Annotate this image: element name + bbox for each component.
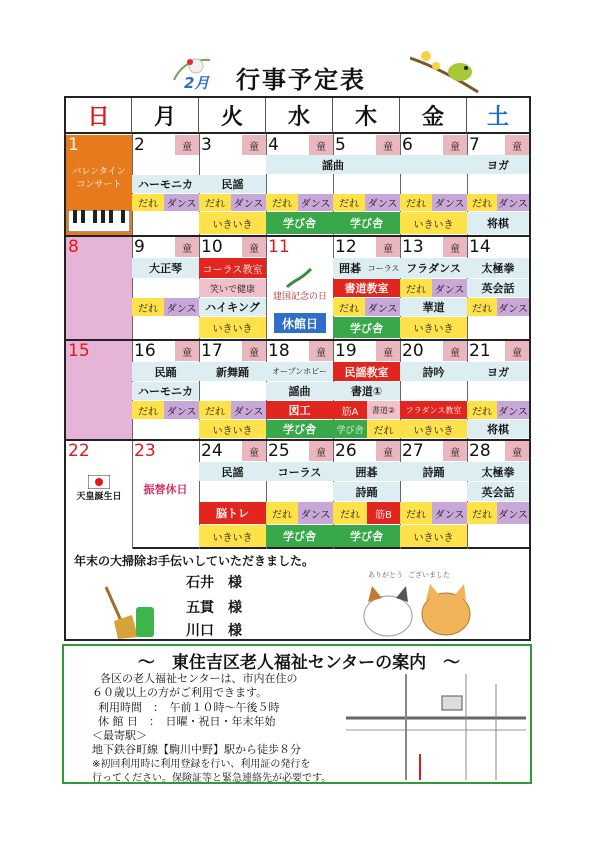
event-wk4-wed-r1: コーラス (266, 462, 333, 481)
dance-tag: ダンス (432, 502, 467, 524)
event-wk2-mon-r1: 大正琴 (132, 258, 199, 278)
dance-tag: ダンス (432, 279, 467, 297)
event-wk4-tue-r1: 民謡 (199, 462, 266, 481)
thanks-name-2: 五貫 様 (186, 600, 242, 616)
manabiya-tag: 学び舎 (333, 420, 367, 438)
dou-badge: 童 (174, 135, 199, 155)
date-25: 25 (268, 441, 290, 461)
event-wk2-fri-r3: 華道 (400, 298, 467, 316)
emperor-birthday (68, 470, 130, 506)
dance-tag: ダンス (164, 194, 199, 211)
broom-and-dustpan-icon (98, 585, 158, 641)
event-wk2-tue-r1: コーラス教室 (199, 258, 266, 278)
dance-tag: ダンス (231, 194, 266, 211)
info-hours: 利用時間 ： 午前１０時～午後５時 (98, 701, 280, 714)
date-6: 6 (402, 135, 413, 155)
event-wk1-wed-r1: 謡曲 (266, 155, 400, 174)
info-station: 地下鉄谷町線【駒川中野】駅から徒歩８分 (92, 743, 301, 756)
piano-keys-icon (68, 210, 130, 232)
date-10: 10 (201, 237, 223, 257)
info-note-1: ※初回利用時に利用登録を行い、利用証の発行を (92, 759, 311, 770)
info-line-1: 各区の老人福祉センターは、市内在住の (100, 672, 298, 685)
date-7: 7 (469, 135, 480, 155)
dou-badge: 童 (308, 441, 333, 461)
dance-tag: ダンス (497, 194, 529, 211)
event-wk3-wed-r1: オープンホビー (266, 362, 333, 381)
event-wk3-thu-r1: 民謡教室 (333, 362, 400, 381)
header-saturday: 土 (467, 98, 529, 134)
date-23: 23 (134, 441, 156, 461)
manabiya-tag: 学び舎 (266, 212, 333, 234)
japan-map-icon (285, 267, 315, 289)
event-wk2-sat-r2: 英会話 (467, 279, 529, 297)
event-wk1-sat-r1: ヨガ (467, 155, 529, 174)
dou-badge: 童 (504, 135, 529, 155)
ikiiki-tag: いきいき (199, 525, 266, 547)
date-24: 24 (201, 441, 223, 461)
date-20: 20 (402, 341, 424, 361)
event-wk3-fri-r3: フラダンス教室 (400, 401, 467, 419)
dare-tag: だれ (266, 502, 298, 524)
event-wk3-thu-r2: 書道① (333, 382, 400, 400)
header-tuesday: 火 (199, 98, 266, 134)
dare-tag: だれ (132, 194, 164, 211)
dance-tag: ダンス (432, 194, 467, 211)
date-14: 14 (469, 237, 491, 257)
dou-badge: 童 (375, 341, 400, 361)
dou-badge: 童 (375, 237, 400, 257)
dou-badge: 童 (442, 441, 467, 461)
dou-badge: 童 (442, 135, 467, 155)
date-8: 8 (68, 237, 79, 257)
info-closed-days: 休 館 日 ： 日曜・祝日・年末年始 (98, 715, 276, 728)
dare-tag: だれ (333, 194, 365, 211)
event-wk2-thu-r1a: 囲碁 (333, 258, 367, 278)
manabiya-tag: 学び舎 (266, 525, 333, 547)
event-wk3-wed-r3: 図工 (266, 401, 333, 419)
dance-tag: ダンス (231, 401, 266, 419)
event-wk1-mon-r2: ハーモニカ (132, 175, 199, 193)
date-22: 22 (68, 441, 90, 461)
event-wk3-mon-r1: 民踊 (132, 362, 199, 381)
event-wk3-sat-r4: 将棋 (467, 420, 529, 438)
event-wk2-thu-r1b: コーラス (367, 258, 400, 278)
bird-on-plum-branch-icon (410, 48, 480, 94)
ikiiki-tag: いきいき (199, 212, 266, 234)
dance-tag: ダンス (497, 502, 529, 524)
info-line-2: ６０歳以上の方がご利用できます。 (92, 686, 268, 699)
manabiya-tag: 学び舎 (333, 317, 400, 338)
dou-badge: 童 (241, 441, 266, 461)
holiday-label: 建国記念の日 (272, 291, 327, 302)
dou-badge: 童 (442, 237, 467, 257)
event-wk4-thu-r2: 詩踊 (333, 482, 400, 501)
date-27: 27 (402, 441, 424, 461)
event-wk3-wed-r2: 謡曲 (266, 382, 333, 400)
access-map-icon (346, 674, 526, 780)
date-28: 28 (469, 441, 491, 461)
thanks-line: 年末の大掃除お手伝いしていただきました。 (74, 554, 315, 568)
event-wk2-tue-r2: 笑いで健康 (199, 279, 266, 297)
dance-tag: ダンス (365, 194, 400, 211)
date-18: 18 (268, 341, 290, 361)
valentine-concert-event: バレンタイン コンサート (72, 167, 126, 190)
dou-badge: 童 (375, 135, 400, 155)
dare-tag: だれ (467, 502, 497, 524)
event-calendar (64, 96, 531, 549)
date-16: 16 (134, 341, 156, 361)
date-2: 2 (134, 135, 145, 155)
event-wk2-sat-r1: 太極拳 (467, 258, 529, 278)
ikiiki-tag: いきいき (400, 525, 467, 547)
dare-tag: だれ (400, 279, 432, 297)
dance-tag: ダンス (164, 298, 199, 316)
manabiya-tag: 学び舎 (333, 212, 400, 234)
event-wk4-sat-r2: 英会話 (467, 482, 529, 501)
dou-badge: 童 (241, 135, 266, 155)
dare-tag: だれ (132, 298, 164, 316)
header-monday: 月 (132, 98, 199, 134)
substitute-holiday: 振替休日 (143, 483, 188, 496)
date-21: 21 (469, 341, 491, 361)
event-wk3-fri-r1: 詩吟 (400, 362, 467, 381)
dare-tag: だれ (333, 502, 367, 524)
date-11: 11 (268, 237, 290, 257)
dou-badge: 童 (308, 135, 333, 155)
date-12: 12 (335, 237, 357, 257)
dare-tag: だれ (199, 401, 231, 419)
event-wk1-tue-r2: 民謡 (199, 175, 266, 193)
date-26: 26 (335, 441, 357, 461)
date-9: 9 (134, 237, 145, 257)
event-wk3-thu-r3a: 筋A (333, 401, 367, 419)
event-wk3-thu-r3b: 書道② (367, 401, 400, 419)
ikiiki-tag: いきいき (199, 317, 266, 338)
dare-tag: だれ (199, 194, 231, 211)
dou-badge: 童 (241, 237, 266, 257)
manabiya-tag: 学び舎 (333, 525, 400, 547)
dou-badge: 童 (241, 341, 266, 361)
emperor-birthday-label: 天皇誕生日 (76, 491, 122, 502)
thanks-name-3: 川口 様 (186, 623, 242, 639)
dare-tag: だれ (266, 194, 298, 211)
dare-tag: だれ (132, 401, 164, 419)
dare-tag: だれ (400, 194, 432, 211)
dare-tag: だれ (467, 194, 497, 211)
dare-tag: だれ (367, 420, 400, 438)
ikiiki-tag: いきいき (400, 420, 467, 438)
caption-thanks-2: ございました (408, 571, 450, 579)
dare-tag: だれ (400, 502, 432, 524)
date-19: 19 (335, 341, 357, 361)
closed-day-badge: 休館日 (274, 313, 326, 333)
info-note-2: 行ってください。保険証等と緊急連絡先が必要です。 (92, 773, 332, 784)
dou-badge: 童 (442, 341, 467, 361)
dare-tag: だれ (467, 401, 497, 419)
event-wk2-fri-r1: フラダンス (400, 258, 467, 278)
dance-tag: ダンス (497, 298, 529, 316)
event-wk4-thu-r3: 筋B (367, 502, 400, 524)
national-foundation-day (269, 260, 331, 308)
empty-cell (400, 155, 467, 174)
dou-badge: 童 (174, 237, 199, 257)
header-friday: 金 (400, 98, 467, 134)
dance-tag: ダンス (298, 194, 333, 211)
thanks-name-1: 石井 様 (186, 575, 242, 591)
shogi-tag: 将棋 (467, 212, 529, 234)
dou-badge: 童 (504, 341, 529, 361)
date-3: 3 (201, 135, 212, 155)
center-info-title: ～ 東住吉区老人福祉センターの案内 ～ (137, 653, 461, 673)
event-wk3-mon-r2: ハーモニカ (132, 382, 199, 400)
date-17: 17 (201, 341, 223, 361)
dou-badge: 童 (375, 441, 400, 461)
caption-thanks: ありがとう (368, 571, 403, 579)
page-title: 行事予定表 (236, 66, 366, 94)
header-thursday: 木 (333, 98, 400, 134)
dare-tag: だれ (467, 298, 497, 316)
dare-tag: だれ (333, 298, 365, 316)
dou-badge: 童 (174, 341, 199, 361)
dou-badge: 童 (504, 441, 529, 461)
info-station-label: ＜最寄駅＞ (92, 729, 147, 742)
date-1: 1 (68, 135, 79, 155)
header-wednesday: 水 (266, 98, 333, 134)
japan-flag-icon (88, 475, 110, 489)
month-label: 2月 (184, 74, 210, 92)
cats-icon (356, 580, 482, 638)
event-wk2-thu-r2: 書道教室 (333, 279, 400, 297)
dance-tag: ダンス (164, 401, 199, 419)
date-13: 13 (402, 237, 424, 257)
date-15: 15 (68, 341, 90, 361)
dance-tag: ダンス (497, 401, 529, 419)
event-wk3-sat-r1: ヨガ (467, 362, 529, 381)
event-wk2-tue-r3: ハイキング (199, 298, 266, 316)
event-wk4-fri-r1: 詩踊 (400, 462, 467, 481)
dance-tag: ダンス (298, 502, 333, 524)
event-wk4-tue-r3: 脳トレ (199, 502, 266, 524)
event-wk4-thu-r1: 囲碁 (333, 462, 400, 481)
ikiiki-tag: いきいき (199, 420, 266, 438)
date-4: 4 (268, 135, 279, 155)
ikiiki-tag: いきいき (400, 212, 467, 234)
header-sunday: 日 (66, 98, 132, 134)
dou-badge: 童 (308, 341, 333, 361)
event-wk4-sat-r1: 太極拳 (467, 462, 529, 481)
dance-tag: ダンス (365, 298, 400, 316)
event-wk3-tue-r1: 新舞踊 (199, 362, 266, 381)
date-5: 5 (335, 135, 346, 155)
manabiya-tag: 学び舎 (266, 420, 333, 438)
ikiiki-tag: いきいき (400, 317, 467, 338)
